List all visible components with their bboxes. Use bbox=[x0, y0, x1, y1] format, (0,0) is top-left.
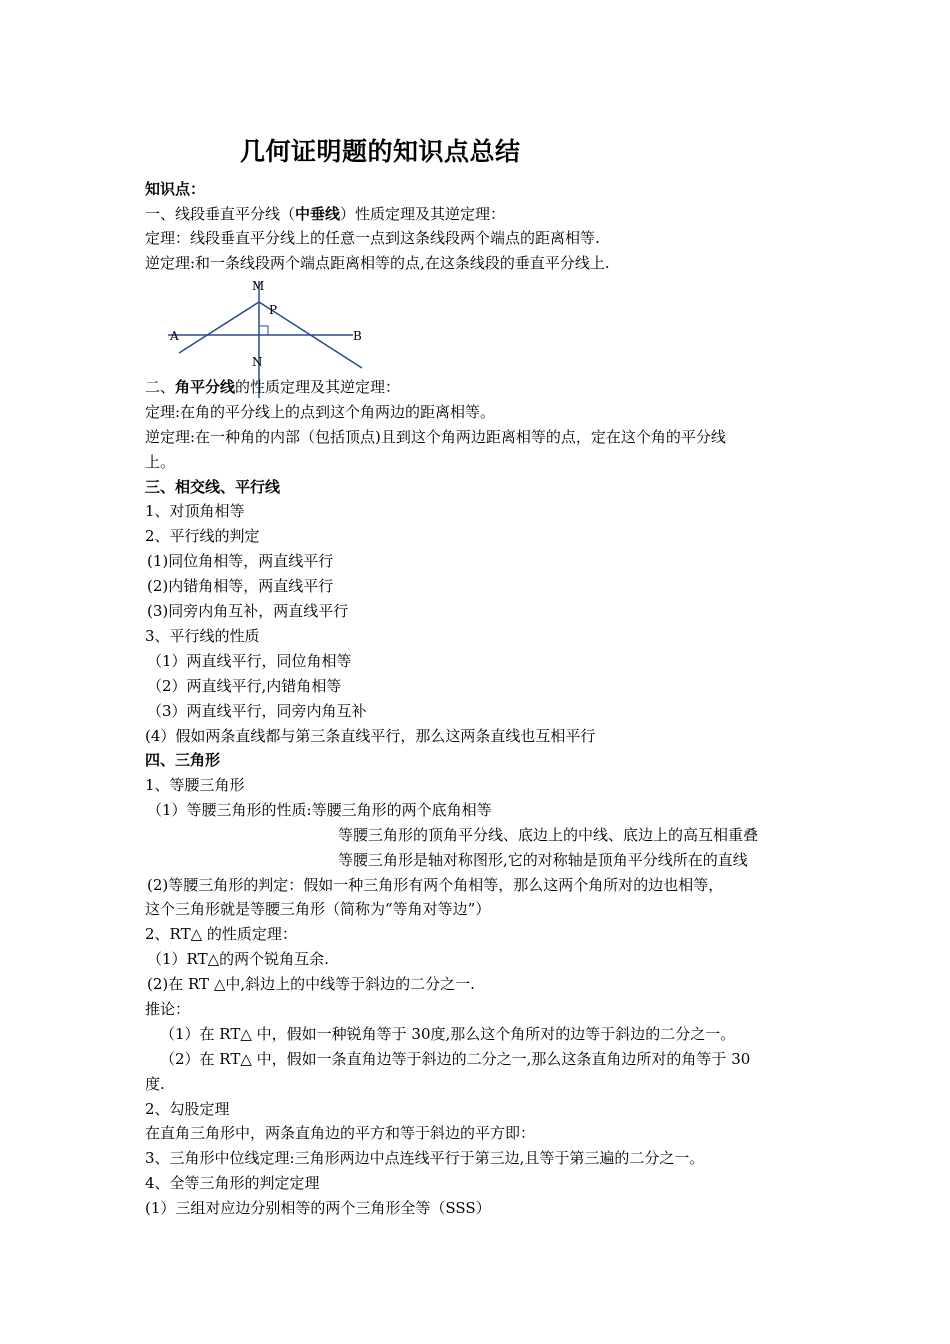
section-4-line: （1）RT△的两个锐角互余. bbox=[147, 950, 329, 968]
page-title: 几何证明题的知识点总结 bbox=[240, 137, 521, 166]
section-3-line: （1）两直线平行，同位角相等 bbox=[147, 652, 352, 670]
section-3-line: (4）假如两条直线都与第三条直线平行，那么这两条直线也互相平行 bbox=[145, 727, 596, 745]
section-2-converse-cont: 上。 bbox=[145, 453, 176, 471]
section-3-line: 2、平行线的判定 bbox=[145, 527, 260, 545]
label-b: B bbox=[353, 329, 362, 343]
section-1-heading bbox=[145, 205, 505, 223]
section-4-line: (2)在 RT △中,斜边上的中线等于斜边的二分之一. bbox=[147, 975, 475, 993]
knowledge-heading: 知识点： bbox=[145, 180, 206, 198]
section-3-heading: 三、相交线、平行线 bbox=[145, 478, 281, 496]
section-2-heading-post: 的性质定理及其逆定理： bbox=[235, 378, 401, 396]
label-m: M bbox=[252, 279, 265, 293]
section-2-converse: 逆定理:在一种角的内部（包括顶点)且到这个角两边距离相等的点，定在这个角的平分线 bbox=[145, 428, 726, 446]
section-3-line: （2）两直线平行,内错角相等 bbox=[147, 677, 342, 695]
right-angle-mark bbox=[259, 326, 268, 335]
section-4-line: （1）在 RT△ 中，假如一种锐角等于 30度,那么这个角所对的边等于斜边的二分之一。 bbox=[160, 1025, 736, 1043]
section-4-line: （2）在 RT△ 中，假如一条直角边等于斜边的二分之一,那么这条直角边所对的角等于 30 bbox=[160, 1050, 751, 1068]
section-4-line: （1）等腰三角形的性质:等腰三角形的两个底角相等 bbox=[147, 801, 492, 819]
section-2-heading-bold: 角平分线 bbox=[175, 378, 236, 396]
section-4-line: 1、等腰三角形 bbox=[145, 776, 245, 794]
section-2-heading bbox=[145, 378, 400, 396]
section-4-line: 推论： bbox=[145, 1000, 191, 1018]
label-n: N bbox=[252, 355, 263, 369]
section-3-line: (2)内错角相等，两直线平行 bbox=[147, 577, 334, 595]
section-1-converse: 逆定理:和一条线段两个端点距离相等的点,在这条线段的垂直平分线上. bbox=[145, 254, 610, 272]
section-1-heading-pre: 一、线段垂直平分线（ bbox=[145, 205, 296, 223]
section-4-line: 2、RT△ 的性质定理： bbox=[145, 925, 297, 943]
section-4-line: 2、勾股定理 bbox=[145, 1100, 230, 1118]
section-3-line: (3)同旁内角互补，两直线平行 bbox=[147, 602, 349, 620]
section-3-line: （3）两直线平行，同旁内角互补 bbox=[147, 702, 367, 720]
section-4-line: 4、全等三角形的判定定理 bbox=[145, 1174, 320, 1192]
section-4-line: 3、三角形中位线定理:三角形两边中点连线平行于第三边,且等于第三遍的二分之一。 bbox=[145, 1149, 705, 1167]
section-4-line: 在直角三角形中，两条直角边的平方和等于斜边的平方即： bbox=[145, 1124, 536, 1142]
section-1-theorem: 定理：线段垂直平分线上的任意一点到这条线段两个端点的距离相等. bbox=[145, 229, 600, 247]
section-4-line: (2)等腰三角形的判定：假如一种三角形有两个角相等，那么这两个角所对的边也相等， bbox=[147, 876, 724, 894]
section-4-line: 度. bbox=[145, 1075, 165, 1093]
section-4-line: 等腰三角形是轴对称图形,它的对称轴是顶角平分线所在的直线 bbox=[338, 851, 748, 869]
section-1-heading-post: ）性质定理及其逆定理： bbox=[340, 205, 506, 223]
section-1-heading-bold: 中垂线 bbox=[295, 205, 341, 223]
section-2-theorem: 定理:在角的平分线上的点到这个角两边的距离相等。 bbox=[145, 403, 496, 421]
label-a: A bbox=[170, 329, 179, 343]
section-3-line: (1)同位角相等，两直线平行 bbox=[147, 552, 334, 570]
section-4-line: (1）三组对应边分别相等的两个三角形全等（SSS） bbox=[145, 1199, 491, 1217]
segment-pa bbox=[179, 302, 259, 353]
section-4-line: 等腰三角形的顶角平分线、底边上的中线、底边上的高互相重叠 bbox=[338, 826, 759, 844]
section-3-line: 1、对顶角相等 bbox=[145, 502, 245, 520]
section-4-heading: 四、三角形 bbox=[145, 751, 221, 769]
section-4-line: 这个三角形就是等腰三角形（简称为“等角对等边”） bbox=[145, 900, 491, 918]
section-3-line: 3、平行线的性质 bbox=[145, 627, 260, 645]
section-2-heading-pre: 二、 bbox=[145, 378, 176, 396]
label-p: P bbox=[269, 303, 278, 317]
